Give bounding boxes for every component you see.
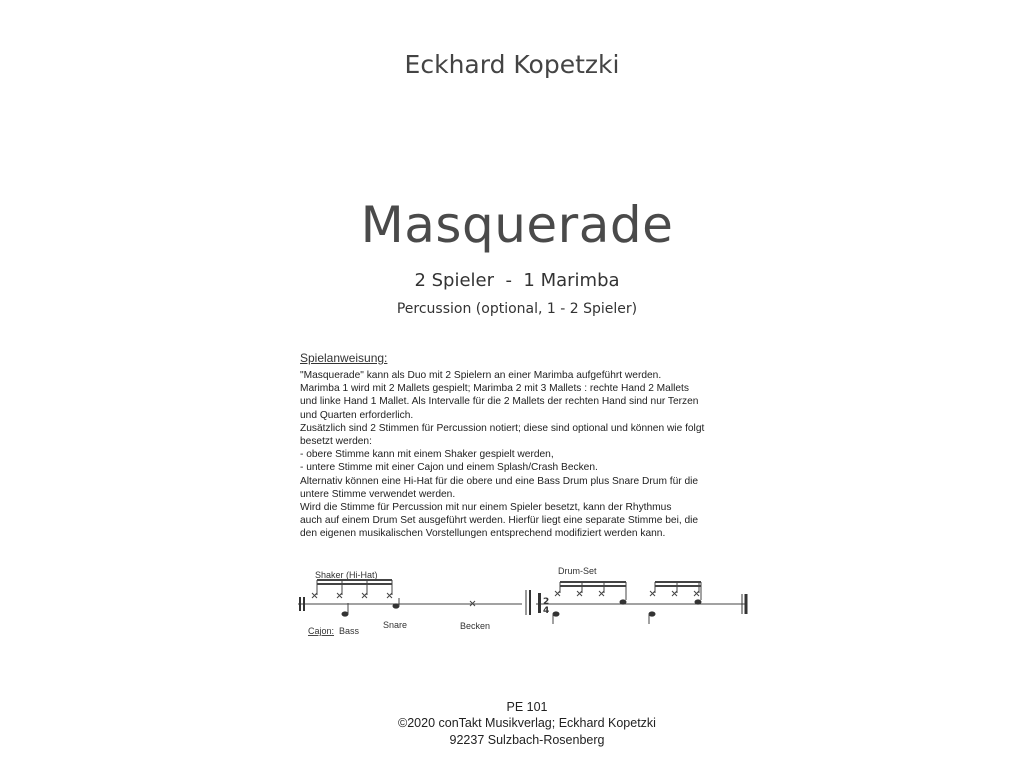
instruction-line: - untere Stimme mit einer Cajon und einem Splash/Crash Becken. [300,462,598,474]
percussion-clef-right [538,593,541,613]
composer-name: Eckhard Kopetzki [404,50,620,79]
percussion-clef-left [299,597,301,611]
instruction-line: Zusätzlich sind 2 Stimmen für Percussion notiert; diese sind optional und können wie folgt [300,422,705,434]
instructions-text [300,369,740,541]
snare-label: Snare [383,620,408,630]
publisher-address: 92237 Sulzbach-Rosenberg [449,733,605,747]
piece-title: Masquerade [360,196,674,254]
time-signature-top: 2 [543,597,550,607]
instrumentation-subtitle: 2 Spieler - 1 Marimba [414,270,620,291]
drumset-label: Drum-Set [558,566,597,576]
shaker-notes [312,580,392,598]
instruction-line: und Quarten erforderlich. [300,409,414,421]
instruction-line: "Masquerade" kann als Duo mit 2 Spielern an einer Marimba aufgeführt werden. [300,370,662,381]
instruction-line: und linke Hand 1 Mallet. Als Intervalle für die 2 Mallets der rechten Hand sind nur Terzen [300,396,699,408]
time-signature-bottom: 4 [543,606,550,616]
drumset-kick-snare-notes [553,599,702,624]
instruction-line: - obere Stimme kann mit einem Shaker gespielt werden, [300,449,554,461]
cajon-label: Cajon: [308,626,335,636]
instruction-line: besetzt werden: [300,436,372,448]
becken-label: Becken [460,621,491,631]
instruction-line: auch auf einem Drum Set ausgeführt werden. Hierfür liegt eine separate Stimme bei, die [300,515,699,527]
percussion-notation [290,560,760,645]
shaker-label: Shaker (Hi-Hat) [315,570,378,580]
catalog-number: PE 101 [506,700,548,714]
copyright-line: ©2020 conTakt Musikverlag; Eckhard Kopetzki [398,716,656,730]
cajon-notes [342,598,400,617]
instruction-line: Wird die Stimme für Percussion mit nur einem Spieler besetzt, kann der Rhythmus [300,502,672,514]
percussion-clef-left-bar [303,597,305,611]
drumset-hihat-notes [555,582,701,600]
instruction-line: Alternativ können eine Hi-Hat für die obere und eine Bass Drum plus Snare Drum für die [300,475,699,487]
instruction-line: Marimba 1 wird mit 2 Mallets gespielt; Marimba 2 mit 3 Mallets : rechte Hand 2 Mallets [300,383,689,395]
percussion-note: Percussion (optional, 1 - 2 Spieler) [396,301,638,317]
instruction-line: den eigenen musikalischen Vorstellungen entsprechend modifiziert werden kann. [300,528,666,540]
instructions-heading: Spielanweisung: [300,351,388,365]
bass-label: Bass [339,626,360,636]
instruction-line: untere Stimme verwendet werden. [300,488,456,500]
